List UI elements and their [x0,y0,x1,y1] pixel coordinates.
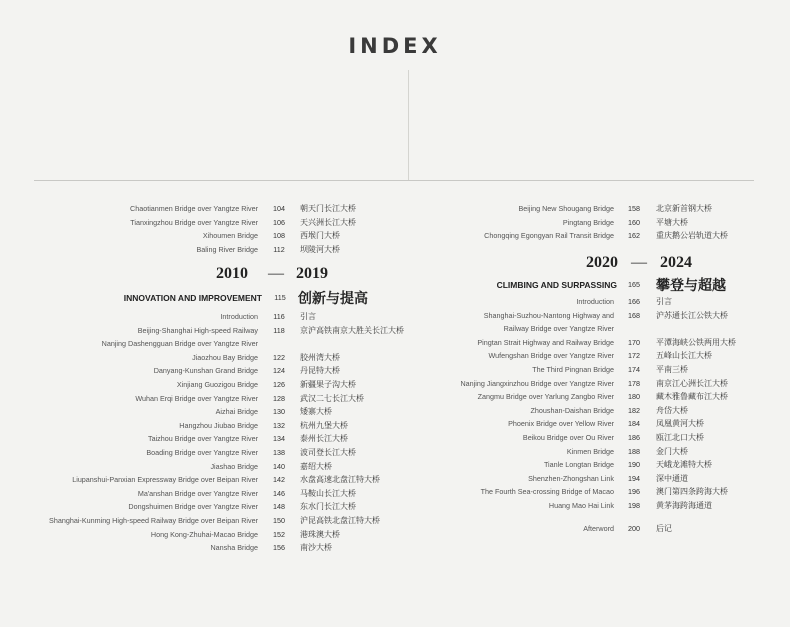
entry-page-number: 148 [273,502,285,512]
entry-title-zh: 西堠门大桥 [300,231,340,241]
entry-title-en: Dongshuimen Bridge over Yangtze River [128,502,258,512]
entry-title-zh: 北京新首钢大桥 [656,204,712,213]
entry-page-number: 108 [273,231,285,241]
entry-page-number: 160 [628,217,640,227]
entry-page-number: 172 [628,351,640,361]
entry-title-en: Hong Kong-Zhuhai-Macao Bridge [150,529,258,539]
entry-page-number: 118 [273,325,285,335]
entry-title-en: Railway Bridge over Yangtze River [503,324,614,334]
entry-title-zh: 引言 [656,297,672,306]
entry-page-number: 134 [273,434,285,444]
entry-title-en: Nanjing Dashengguan Bridge over Yangtze River [101,339,258,349]
entry-title-en: Jiaozhou Bay Bridge [192,352,258,362]
section-year-dash: — [268,265,284,282]
entry-page-number: 162 [628,231,640,241]
entry-page-number: 140 [273,461,285,471]
entry-page-number: 126 [273,380,285,389]
entry-title-en: Chongqing Egongyan Rail Transit Bridge [484,231,614,241]
entry-page-number: 200 [628,524,640,533]
entry-page-number: 116 [273,312,285,321]
section-year-dash: — [631,254,647,271]
entry-page-number: 184 [628,419,640,429]
section-page: 165 [628,280,640,289]
entry-page-number: 194 [628,473,640,483]
entry-title-en: Shanghai-Suzhou-Nantong Highway and [483,310,614,320]
entry-page-number: 104 [273,204,285,213]
entry-page-number: 168 [628,310,640,320]
entry-title-zh: 坝陵河大桥 [300,244,340,254]
entry-page-number: 112 [273,244,285,254]
entry-title-en: Taizhou Bridge over Yangtze River [148,434,258,444]
entry-title-zh: 胶州湾大桥 [300,352,340,362]
entry-title-zh: 天峨龙滩特大桥 [656,460,712,470]
entry-title-zh: 藏木雅鲁藏布江大桥 [656,392,728,402]
entry-title-zh: 平潭海峡公铁两用大桥 [656,337,736,347]
entry-title-en: Wuhan Erqi Bridge over Yangtze River [135,393,258,403]
entry-title-zh: 南沙大桥 [300,543,332,553]
entry-page-number: 156 [273,543,285,553]
entry-page-number: 106 [273,217,285,227]
entry-page-number: 198 [628,501,640,510]
entry-title-zh: 新疆果子沟大桥 [300,380,356,389]
entry-title-zh: 凤凰黄河大桥 [656,419,704,429]
entry-page-number: 190 [628,460,640,470]
entry-page-number: 188 [628,446,640,456]
entry-title-en: Jiashao Bridge [210,461,258,471]
page-title: INDEX [348,34,442,58]
entry-title-zh: 泰州长江大桥 [300,434,348,444]
entry-page-number: 178 [628,378,640,388]
section-year-start: 2020 [586,254,618,271]
entry-title-zh: 重庆鹅公岩轨道大桥 [656,231,728,241]
entry-title-zh: 水盘高速北盘江特大桥 [300,475,380,485]
entry-title-en: Boading Bridge over Yangtze River [146,448,258,457]
entry-title-en: Xinjiang Guozigou Bridge [176,380,258,389]
entry-page-number: 186 [628,433,640,442]
entry-title-zh: 丹昆特大桥 [300,366,340,376]
entry-title-en: Zangmu Bridge over Yarlung Zangbo River [477,392,614,402]
entry-title-zh: 杭州九堡大桥 [300,420,348,430]
entry-title-en: Phoenix Bridge over Yellow River [508,419,614,429]
entry-title-en: Wufengshan Bridge over Yangtze River [488,351,614,361]
entry-page-number: 158 [628,204,640,213]
section-title-en: INNOVATION AND IMPROVEMENT [123,293,262,303]
entry-page-number: 146 [273,488,285,498]
entry-title-en: Introduction [220,312,258,321]
entry-page-number: 166 [628,297,640,306]
entry-title-en: Hangzhou Jiubao Bridge [179,420,258,430]
entry-title-en: The Third Pingnan Bridge [532,365,614,374]
entry-title-en: Zhoushan-Daishan Bridge [530,405,614,415]
entry-title-zh: 金门大桥 [656,446,688,456]
entry-title-zh: 港珠澳大桥 [300,529,340,539]
entry-page-number: 196 [628,487,640,497]
entry-title-zh: 沪苏通长江公铁大桥 [656,310,728,320]
horizontal-rule [34,180,754,181]
entry-title-en: Beikou Bridge over Ou River [522,433,614,442]
entry-title-zh: 朝天门长江大桥 [300,204,356,213]
entry-title-zh: 波司登长江大桥 [300,448,356,457]
entry-title-zh: 黄茅海跨海通道 [656,501,712,510]
entry-title-en: Afterword [583,524,614,533]
entry-title-zh: 后记 [656,524,672,533]
entry-page-number: 122 [273,352,285,362]
entry-title-en: Xihoumen Bridge [202,231,258,241]
entry-title-en: Huang Mao Hai Link [548,501,614,510]
entry-page-number: 124 [273,366,285,376]
entry-title-en: Tianxingzhou Bridge over Yangtze River [130,217,258,227]
section-title-en: CLIMBING AND SURPASSING [496,280,617,290]
entry-title-zh: 天兴洲长江大桥 [300,217,356,227]
section-year-start: 2010 [216,265,248,282]
entry-page-number: 152 [273,529,285,539]
entry-title-zh: 东水门长江大桥 [300,502,356,512]
entry-title-en: Nansha Bridge [210,543,258,553]
entry-page-number: 130 [273,407,285,417]
entry-title-zh: 马鞍山长江大桥 [300,488,356,498]
entry-title-en: Liupanshui-Panxian Expressway Bridge over Beipan River [72,475,258,485]
entry-title-zh: 平塘大桥 [656,217,688,227]
entry-title-en: Baling River Bridge [196,244,258,254]
entry-title-zh: 武汉二七长江大桥 [300,393,364,403]
section-page: 115 [274,293,286,302]
entry-title-zh: 矮寨大桥 [300,407,332,417]
entry-title-en: Chaotianmen Bridge over Yangtze River [130,204,258,213]
entry-title-zh: 五峰山长江大桥 [656,351,712,361]
entry-title-zh: 沪昆高铁北盘江特大桥 [300,516,380,525]
entry-title-en: Tianle Longtan Bridge [543,460,614,470]
entry-page-number: 142 [273,475,285,485]
entry-page-number: 174 [628,365,640,374]
entry-title-zh: 深中通道 [656,473,688,483]
entry-page-number: 128 [273,393,285,403]
entry-page-number: 182 [628,405,640,415]
section-title-zh: 攀登与超越 [656,277,726,293]
entry-page-number: 150 [273,516,285,525]
entry-title-en: Beijing-Shanghai High-speed Railway [137,325,258,335]
entry-title-zh: 瓯江北口大桥 [656,433,704,442]
entry-page-number: 132 [273,420,285,430]
entry-page-number: 170 [628,337,640,347]
entry-title-zh: 嘉绍大桥 [300,461,332,471]
entry-title-en: Danyang-Kunshan Grand Bridge [153,366,258,376]
entry-page-number: 180 [628,392,640,402]
entry-title-zh: 引言 [300,312,316,321]
entry-title-en: The Fourth Sea-crossing Bridge of Macao [480,487,614,497]
entry-page-number: 138 [273,448,285,457]
entry-title-zh: 平南三桥 [656,365,688,374]
entry-title-en: Shenzhen-Zhongshan Link [528,473,614,483]
entry-title-en: Introduction [576,297,614,306]
entry-title-en: Kinmen Bridge [566,446,614,456]
entry-title-en: Beijing New Shougang Bridge [518,204,614,213]
entry-title-zh: 舟岱大桥 [656,405,688,415]
entry-title-en: Pingtan Strait Highway and Railway Bridge [477,337,614,347]
entry-title-zh: 京沪高铁南京大胜关长江大桥 [300,325,404,335]
entry-title-zh: 南京江心洲长江大桥 [656,378,728,388]
page-gutter [408,70,409,180]
section-year-end: 2019 [296,265,328,282]
entry-title-en: Aizhai Bridge [215,407,258,417]
entry-title-en: Pingtang Bridge [562,217,614,227]
section-title-zh: 创新与提高 [298,290,368,306]
entry-title-en: Shanghai-Kunming High-speed Railway Bridge over Beipan River [49,516,258,525]
entry-title-en: Nanjing Jiangxinzhou Bridge over Yangtze River [460,378,614,388]
entry-title-zh: 澳门第四条跨海大桥 [656,487,728,497]
section-year-end: 2024 [660,254,692,271]
entry-title-en: Ma'anshan Bridge over Yangtze River [137,488,258,498]
